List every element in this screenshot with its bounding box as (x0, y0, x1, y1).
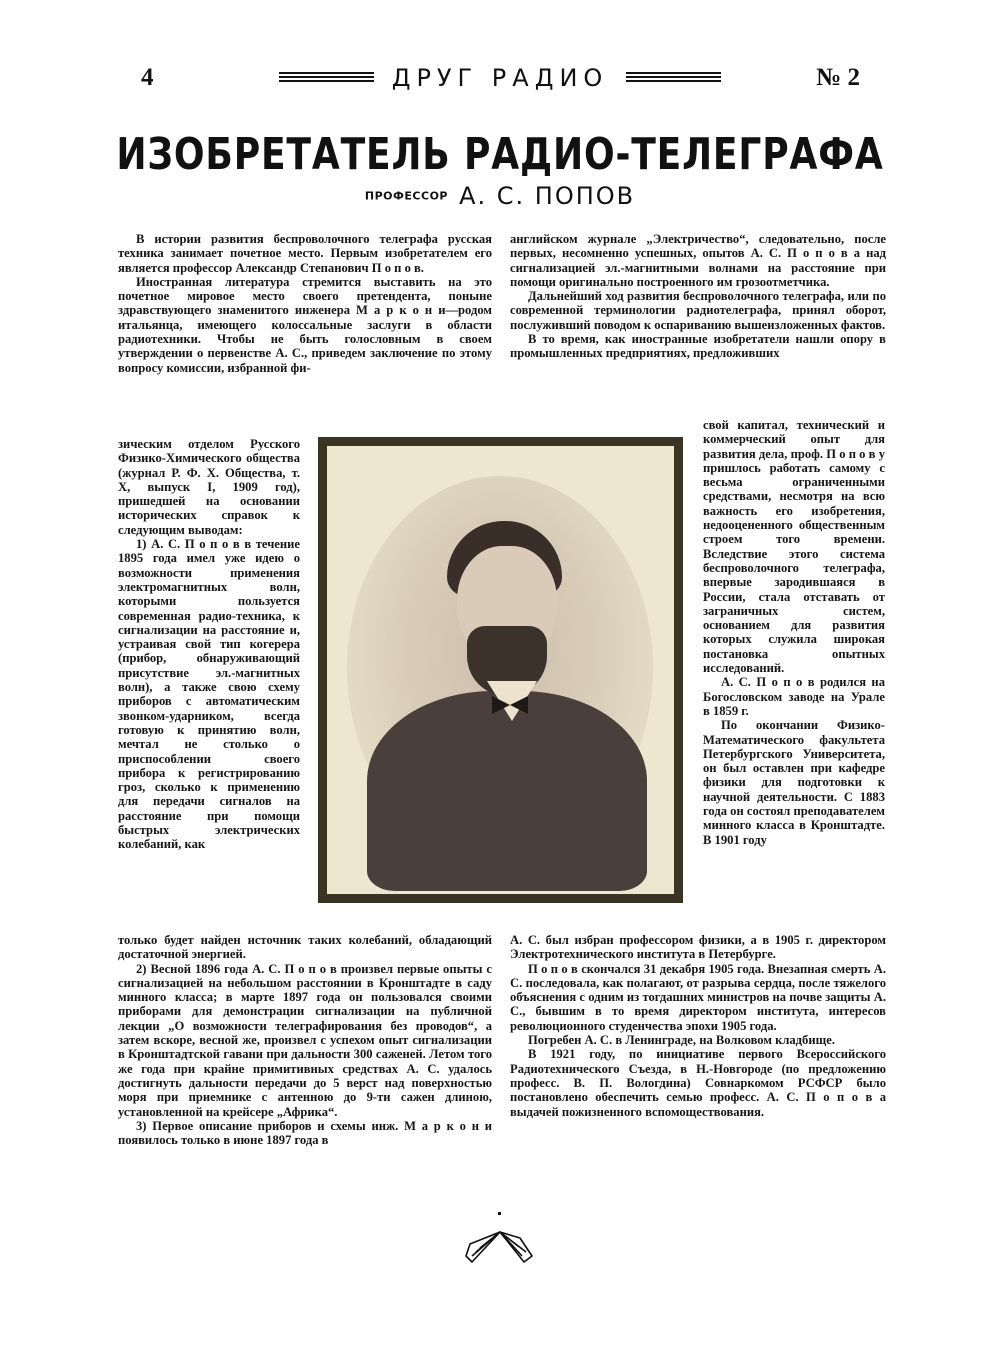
paragraph: П о п о в скончался 31 декабря 1905 года. Внезапная смерть А. С. последовала, как полагают, от разрыва сердца, после тяжелого объяснения с одним из тогдашних министров на почве защиты А. С., бывшим в то время директором института, интересов революционного студенчества эпохи 1905 года. (510, 961, 886, 1033)
paragraph: Дальнейший ход развития беспроволочного телеграфа, или по современной терминологии радиотелеграфа, принял оборот, послуживший поводом к оспариванию вышеизложенных фактов. (510, 289, 886, 332)
article-subtitle (0, 182, 1000, 210)
page-number: 4 (141, 64, 154, 91)
paragraph: Иностранная литература стремится выставить на это почетное мировое место своего претендента, поныне здравствующего знаменитого инженера М а р к о н и—родом итальянца, имеющего колоссальные заслуги в области радиотехники. Чтобы не быть голословным в своем утверждении о первенстве А. С., приведем заключение по этому вопросу комиссии, избранной фи- (118, 274, 492, 375)
paragraph: 3) Первое описание приборов и схемы инж. М а р к о н и появилось только в июне 1897 года в (118, 1118, 492, 1148)
article-title: ИЗОБРЕТАТЕЛЬ РАДИО-ТЕЛЕГРАФА (116, 129, 884, 180)
paragraph: По окончании Физико-Математического факультета Петербургского Университета, он был оставлен при кафедре физики для подготовки к научной деятельности. С 1883 года он состоял преподавателем минного класса в Кронштадте. В 1901 году (703, 718, 885, 847)
issue-number: № 2 (816, 64, 860, 91)
subtitle-prefix: ПРОФЕССОР (364, 189, 448, 203)
paragraph: зическим отделом Русского Физико-Химического общества (журнал Р. Ф. Х. Общества, т. X, выпуск I, 1909 год), пришедшей на основании исторических справок к следующим выводам: (118, 437, 300, 537)
stray-dot (498, 1212, 501, 1215)
paragraph: А. С. П о п о в родился на Богословском заводе на Урале в 1859 г. (703, 675, 885, 718)
paragraph: В истории развития беспроволочного телеграфа русская техника занимает почетное место. Первым изобретателем его является профессор Александр Степанович П о п о в. (118, 232, 492, 275)
right-column-top (510, 232, 886, 361)
right-column-bottom (510, 933, 886, 1119)
header-rule-left (279, 72, 374, 84)
portrait-coat (367, 691, 647, 891)
paragraph: В 1921 году, по инициативе первого Всероссийского Радиотехнического Съезда, в Н.-Новгороде (по предложению професс. В. П. Вологдина) Совнаркомом РСФСР было постановлено обеспечить семью професс. А. С. П о п о в а выдачей пожизненного вспомоществования. (510, 1047, 886, 1119)
paragraph: только будет найден источник таких колебаний, обладающий достаточной энергией. (118, 933, 492, 962)
paragraph: английском журнале „Электричество“, следовательно, после первых, несомненно успешных, опытов А. С. П о п о в а над сигнализацией эл.-магнитными волнами на расстояние при помощи оригинально построенного им грозоотметчика. (510, 232, 886, 289)
paragraph: 2) Весной 1896 года А. С. П о п о в произвел первые опыты с сигнализацией на небольшом расстоянии в Кронштадте в саду минного класса; в марте 1897 года он пользовался своими приборами для демонстрации сигнализации на публичной лекции „О возможности телеграфирования без проводов“, а затем вскоре, весной же, произвел с успехом опыт сигнализации в Кронштадтской гавани при дальности 300 саженей. Летом того же года при крайне примитивных средствах А. С. удалось достигнуть дальности передачи до 5 верст над поверхностью моря при приемнике с антенною до 9-ти сажен длиною, установленной на крейсере „Африка“. (118, 961, 492, 1119)
running-header (0, 62, 1000, 94)
left-column-narrow (118, 437, 300, 852)
header-rule-right (626, 72, 721, 84)
magazine-title: ДРУГ РАДИО (391, 64, 609, 92)
leaf-ornament-icon (460, 1222, 540, 1270)
portrait-paper (327, 446, 674, 894)
left-column-top (118, 232, 492, 375)
paragraph: Погребен А. С. в Ленинграде, на Волковом кладбище. (528, 1033, 835, 1048)
subtitle-name: А. С. ПОПОВ (459, 182, 636, 210)
paragraph: А. С. был избран профессором физики, а в 1905 г. директором Электротехнического института в Петербурге. (510, 933, 886, 962)
paragraph: свой капитал, технический и коммерческий опыт для развития дела, проф. П о п о в у пришлось работать самому с весьма ограниченными средствами, несмотря на всю важность его изобретения, недооцененного общественным строем того времени. Вследствие этого система беспроволочного телеграфа, впервые зародившаяся в России, стала отставать от заграничных систем, основанием для развития которых служила широкая постановка опытных исследований. (703, 418, 885, 676)
paragraph: В то время, как иностранные изобретатели нашли опору в промышленных предприятиях, предложивших (510, 332, 886, 361)
left-column-bottom (118, 933, 492, 1147)
paragraph: 1) А. С. П о п о в в течение 1895 года имел уже идею о возможности применения электромагнитных волн, которыми пользуется современная радио-техника, к сигнализации на расстояние и, устраивая свой тип когерера (прибор, обнаруживающий присутствие эл.-магнитных волн), а также свою схему приборов с автоматическим звонком-ударником, всегда готовую к принятию волн, мечтал не столько о приспособлении своего прибора к регистрированию гроз, сколько к применению для передачи сигналов на расстояние при помощи быстрых электрических колебаний, как (118, 537, 300, 852)
portrait-photo (318, 437, 683, 903)
right-column-narrow (703, 418, 885, 847)
